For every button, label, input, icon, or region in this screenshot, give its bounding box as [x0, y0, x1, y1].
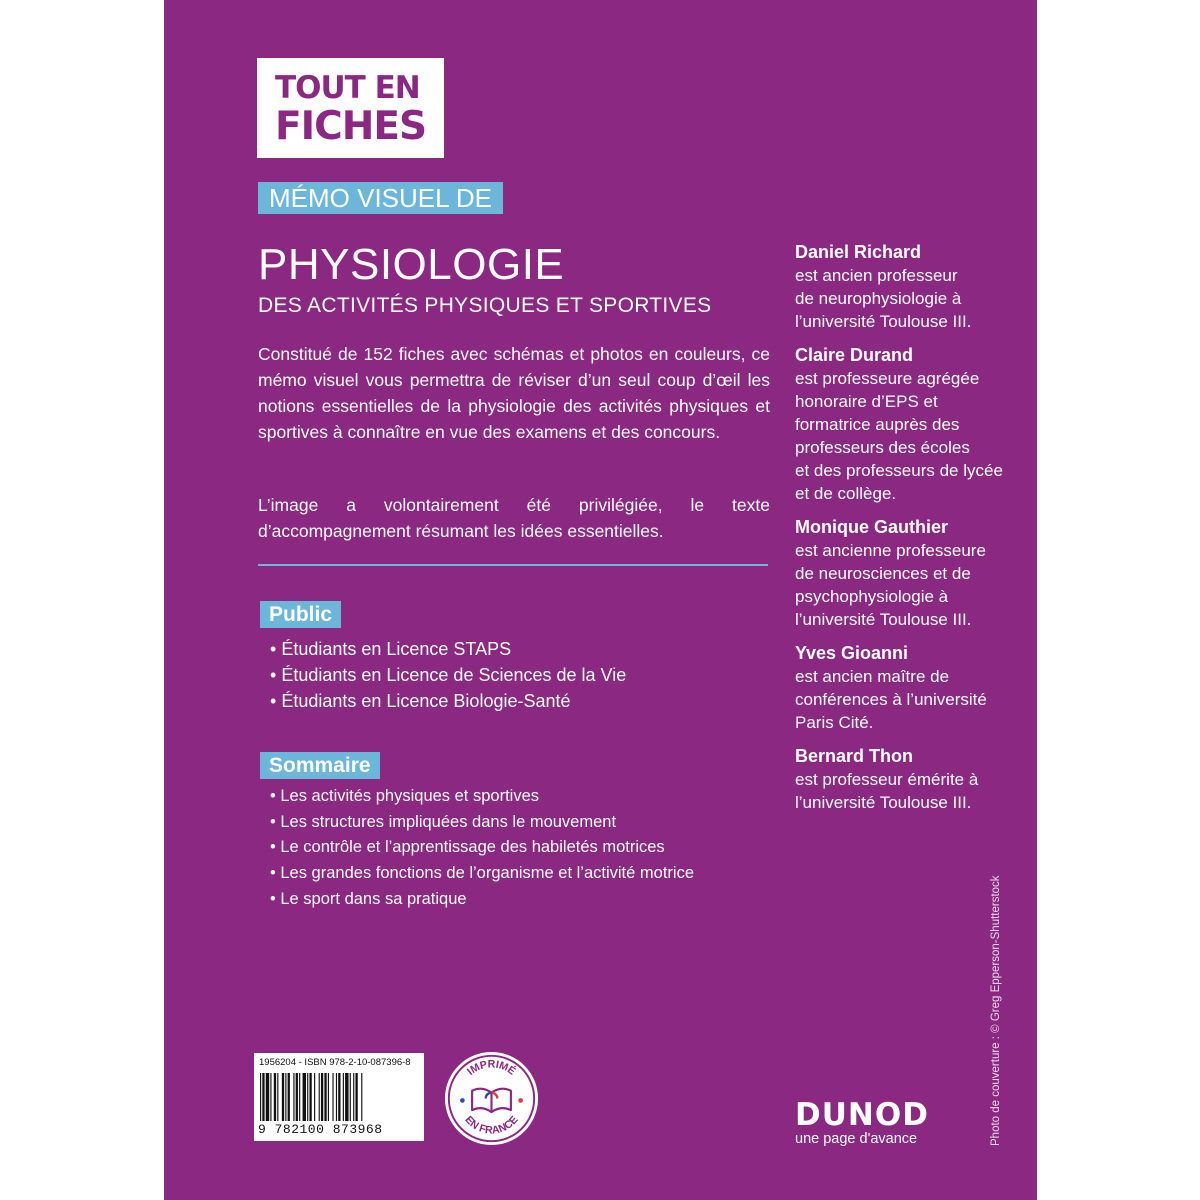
- barcode-bar: [260, 1073, 261, 1121]
- barcode-bar: [303, 1073, 306, 1121]
- barcode-icon: [258, 1073, 420, 1121]
- series-logo-line1: TOUT EN: [275, 70, 420, 106]
- list-item: • Étudiants en Licence de Sciences de la Vie: [270, 662, 626, 688]
- list-item: • Étudiants en Licence Biologie-Santé: [270, 688, 626, 714]
- author-bio: est ancien maître de conférences à l’université Paris Cité.: [795, 667, 987, 732]
- barcode-bar: [262, 1073, 264, 1121]
- barcode-bar: [266, 1073, 269, 1121]
- barcode-bar: [288, 1073, 290, 1121]
- list-item: • Les activités physiques et sportives: [270, 784, 694, 810]
- barcode-bar: [321, 1073, 323, 1121]
- barcode-bar: [328, 1073, 329, 1121]
- imprime-en-france-badge: [443, 1050, 540, 1147]
- sommaire-list: [270, 784, 694, 913]
- photo-credit: Photo de couverture : © Greg Epperson-Shutterstock: [990, 875, 1002, 1146]
- barcode-bar: [338, 1073, 340, 1121]
- book-title: PHYSIOLOGIE: [258, 240, 565, 289]
- series-logo-line2: FICHES: [275, 104, 427, 149]
- list-item: • Les grandes fonctions de l’organisme et l’activité motrice: [270, 861, 694, 887]
- author-entry: [795, 240, 1030, 333]
- barcode-bar: [361, 1073, 362, 1121]
- author-name: Monique Gauthier: [795, 517, 948, 537]
- list-item: • Les structures impliquées dans le mouvement: [270, 810, 694, 836]
- badge-bottom-text: EN FRANCE: [462, 1113, 521, 1137]
- author-bio: est ancienne professeure de neurosciences et de psychophysiologie à l’université Toulouse III.: [795, 541, 986, 629]
- isbn-code: 1956204 - ISBN 978-2-10-087396-8: [259, 1057, 411, 1068]
- barcode-bar: [319, 1073, 320, 1121]
- barcode-bar: [299, 1073, 300, 1121]
- author-entry: [795, 343, 1030, 505]
- author-bio: est ancien professeur de neurophysiologie à l’université Toulouse III.: [795, 266, 972, 331]
- barcode-bar: [324, 1073, 326, 1121]
- book-back-cover: [164, 0, 1037, 1200]
- list-item: • Le contrôle et l’apprentissage des habiletés motrices: [270, 835, 694, 861]
- author-bio: est professeure agrégée honoraire d’EPS et formatrice auprès des professeurs des écoles et des professeurs de lycée et de collège.: [795, 369, 1003, 503]
- barcode-bar: [353, 1073, 354, 1121]
- barcode-bar: [296, 1073, 298, 1121]
- barcode-bar: [336, 1073, 337, 1121]
- barcode-bar: [270, 1073, 271, 1121]
- list-item: • Le sport dans sa pratique: [270, 887, 694, 913]
- public-label: Public: [260, 601, 341, 628]
- author-entry: [795, 641, 1030, 734]
- description-paragraph-1: Constitué de 152 fiches avec schémas et photos en couleurs, ce mémo visuel vous permettra de réviser d’un seul coup d’œil les notions essentielles de la physiologie des activités physiques et sportives à connaître en vue des examens et des concours.: [258, 344, 770, 442]
- barcode-bar: [282, 1073, 284, 1121]
- author-name: Yves Gioanni: [795, 643, 909, 663]
- memo-label: MÉMO VISUEL DE: [258, 182, 503, 214]
- publisher-logo: [795, 1099, 929, 1147]
- author-entry: [795, 744, 1030, 814]
- barcode-bar: [307, 1073, 308, 1121]
- author-entry: [795, 515, 1030, 631]
- author-name: Daniel Richard: [795, 242, 922, 262]
- barcode-bar: [343, 1073, 344, 1121]
- barcode-digits: 9 782100 873968: [258, 1122, 383, 1137]
- section-divider: [258, 564, 768, 566]
- author-name: Bernard Thon: [795, 746, 914, 766]
- book-subtitle: DES ACTIVITÉS PHYSIQUES ET SPORTIVES: [258, 294, 712, 317]
- badge-top-text: IMPRIMÉ: [464, 1058, 518, 1078]
- author-bio: est professeur émérite à l’université Toulouse III.: [795, 770, 979, 812]
- barcode-bar: [350, 1073, 351, 1121]
- sommaire-label: Sommaire: [260, 752, 380, 779]
- series-logo: [257, 58, 444, 158]
- barcode-bar: [345, 1073, 348, 1121]
- list-item: • Étudiants en Licence STAPS: [270, 636, 626, 662]
- public-list: [270, 636, 626, 714]
- description-paragraph-2: L’image a volontairement été privilégiée, le texte d’accompagnement résumant les idées essentielles.: [258, 495, 770, 541]
- publisher-name: DUNOD: [795, 1097, 929, 1133]
- barcode-bar: [274, 1073, 276, 1121]
- publisher-tagline: une page d'avance: [795, 1131, 918, 1147]
- barcode-bar: [285, 1073, 286, 1121]
- barcode-bar: [309, 1073, 311, 1121]
- author-name: Claire Durand: [795, 345, 914, 365]
- barcode-bar: [355, 1073, 357, 1121]
- isbn-barcode: [254, 1053, 424, 1141]
- barcode-bar: [277, 1073, 278, 1121]
- authors-column: [795, 240, 1030, 824]
- barcode-bar: [314, 1073, 315, 1121]
- barcode-bar: [293, 1073, 294, 1121]
- barcode-bar: [332, 1073, 333, 1121]
